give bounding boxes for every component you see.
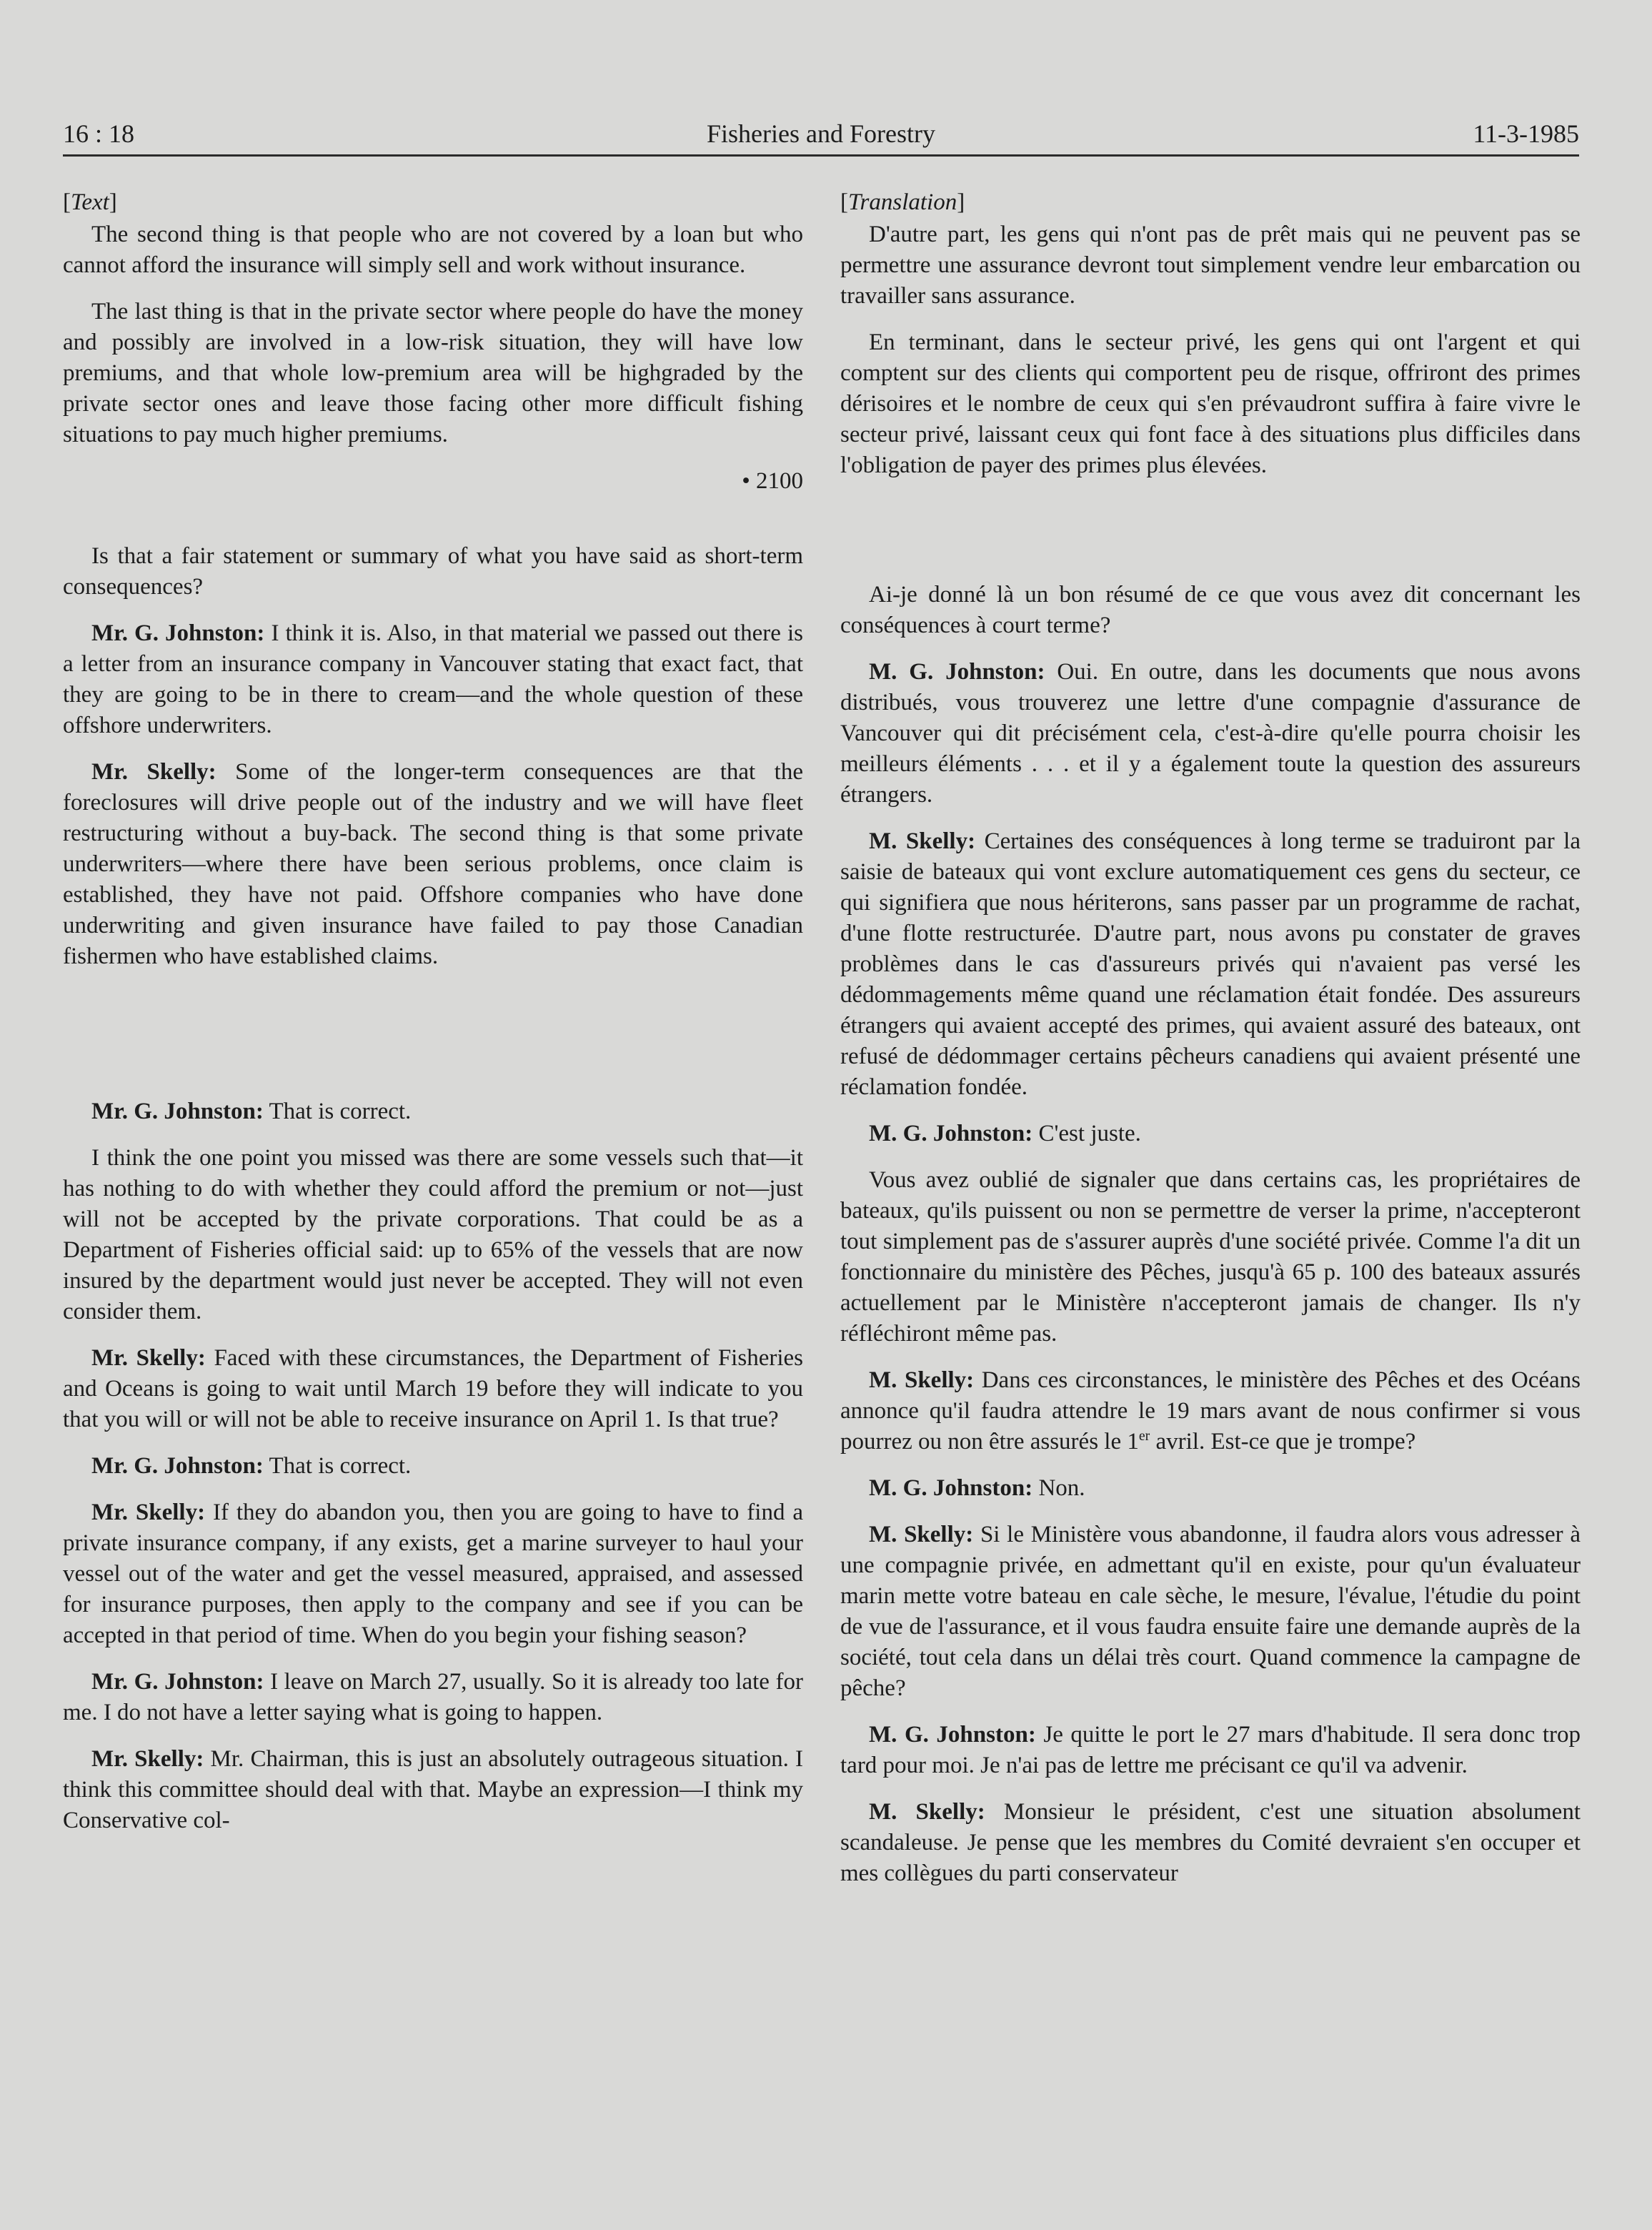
speech-paragraph: Mr. G. Johnston: That is correct. [91, 1453, 412, 1479]
paragraph: The last thing is that in the private sector where people do have the money and possibly are involved in a low-risk situation, they will have low premiums, and that whole low-premium area will be highgraded by the private sector ones and leave those facing other more difficult fishing situations to pay much higher premiums. [63, 299, 803, 447]
speaker-name: Mr. Skelly: [91, 1345, 206, 1371]
speech-paragraph: Mr. G. Johnston: I think it is. Also, in that material we passed out there is a letter from an insurance company in Vancouver stating that exact fact, that they are going to be in there to cream—and the whole question of these offshore underwriters. [63, 620, 803, 738]
speaker-name: M. Skelly: [869, 1367, 975, 1393]
english-column [63, 187, 803, 1852]
speaker-name: Mr. G. Johnston: [91, 1669, 264, 1695]
speaker-name: Mr. G. Johnston: [91, 1099, 264, 1124]
speech-paragraph: Mr. Skelly: Mr. Chairman, this is just an absolutely outrageous situation. I think this committee should deal with that. Maybe an expression—I think my Conservative col- [63, 1746, 803, 1833]
speech-paragraph: Mr. G. Johnston: That is correct. [91, 1099, 412, 1124]
paragraph: I think the one point you missed was there are some vessels such that—it has nothing to do with whether they could afford the premium or not—just will not be accepted by the private corporations. That could be as a Department of Fisheries official said: up to 65% of the vessels that are now insured by the department would just never be accepted. They will not even consider them. [63, 1145, 803, 1324]
french-column [840, 187, 1581, 1905]
speaker-name: Mr. G. Johnston: [91, 620, 265, 646]
speech-paragraph: Mr. Skelly: Faced with these circumstances, the Department of Fisheries and Oceans is going to wait until March 19 before they will indicate to you that you will or will not be able to receive insurance on April 1. Is that true? [63, 1345, 803, 1432]
page-date: 11-3-1985 [1473, 119, 1579, 148]
speech-paragraph: M. G. Johnston: Oui. En outre, dans les documents que nous avons distribués, vous trouverez une lettre d'une compagnie d'assurance de Vancouver qui dit précisément cela, c'est-à-dire qu'elle pourra choisir les meilleurs éléments . . . et il y a également toute la question des assureurs étrangers. [840, 659, 1581, 808]
speaker-name: M. G. Johnston: [869, 1475, 1033, 1501]
speaker-name: M. G. Johnston: [869, 659, 1045, 685]
speaker-name: M. G. Johnston: [869, 1121, 1033, 1146]
section-tag: [Text] [63, 189, 117, 215]
speech-paragraph: M. Skelly: Monsieur le président, c'est une situation absolument scandaleuse. Je pense que les membres du Comité devraient s'en occuper et mes collègues du parti conservateur [840, 1799, 1581, 1886]
speaker-name: M. Skelly: [869, 1799, 985, 1825]
page-header [63, 114, 1579, 157]
paragraph: Vous avez oublié de signaler que dans certains cas, les propriétaires de bateaux, qu'ils puissent ou non se permettre de verser la prime, n'accepteront tout simplement pas de s'assurer auprès d'une société privée. Comme l'a dit un fonctionnaire du ministère des Pêches, jusqu'à 65 p. 100 des bateaux assurés actuellement par le Ministère n'accepteront jamais de changer. Ils n'y réfléchiront même pas. [840, 1167, 1581, 1347]
page-number: 16 : 18 [63, 119, 135, 148]
speaker-name: M. Skelly: [869, 1522, 974, 1547]
section-tag: [Translation] [840, 189, 965, 215]
speaker-name: Mr. G. Johnston: [91, 1453, 264, 1479]
speech-paragraph: M. G. Johnston: Non. [869, 1475, 1085, 1501]
time-marker: • 2100 [742, 468, 803, 494]
speech-paragraph: M. Skelly: Si le Ministère vous abandonne, il faudra alors vous adresser à une compagnie privée, en admettant qu'il en existe, pour qu'un évaluateur marin mette votre bateau en cale sèche, le mesure, l'évalue, l'étudie du point de vue de l'assurance, et il vous faudra ensuite faire une demande auprès de la société, tout cela dans un délai très court. Quand commence la campagne de pêche? [840, 1522, 1581, 1701]
paragraph: Is that a fair statement or summary of what you have said as short-term consequences? [63, 543, 803, 600]
speech-paragraph: M. G. Johnston: Je quitte le port le 27 mars d'habitude. Il sera donc trop tard pour moi. Je n'ai pas de lettre me précisant ce qu'il va advenir. [840, 1722, 1581, 1778]
paragraph: D'autre part, les gens qui n'ont pas de prêt mais qui ne peuvent pas se permettre une assurance devront tout simplement vendre leur embarcation ou travailler sans assurance. [840, 222, 1581, 309]
paragraph: The second thing is that people who are not covered by a loan but who cannot afford the insurance will simply sell and work without insurance. [63, 222, 803, 278]
speech-paragraph: Mr. G. Johnston: I leave on March 27, usually. So it is already too late for me. I do not have a letter saying what is going to happen. [63, 1669, 803, 1725]
paragraph: Ai-je donné là un bon résumé de ce que vous avez dit concernant les conséquences à court terme? [840, 582, 1581, 638]
speaker-name: Mr. Skelly: [91, 1746, 204, 1772]
speech-paragraph: Mr. Skelly: Some of the longer-term consequences are that the foreclosures will drive people out of the industry and we will have fleet restructuring without a buy-back. The second thing is that some private underwriters—where there have been serious problems, once claim is established, they have not paid. Offshore companies who have done underwriting and given insurance have failed to pay those Canadian fishermen who have established claims. [63, 759, 803, 969]
publication-title: Fisheries and Forestry [707, 119, 935, 148]
speech-paragraph: Mr. Skelly: If they do abandon you, then you are going to have to find a private insurance company, if any exists, get a marine surveyer to haul your vessel out of the water and get the vessel measured, appraised, and assessed for insurance purposes, then apply to the company and see if you can be accepted in that period of time. When do you begin your fishing season? [63, 1500, 803, 1648]
speaker-name: M. G. Johnston: [869, 1722, 1036, 1748]
speech-paragraph: M. Skelly: Dans ces circonstances, le ministère des Pêches et des Océans annonce qu'il faudra attendre le 19 mars avant de nous confirmer si vous pourrez ou non être assurés le 1er avril. Est-ce que je trompe? [840, 1367, 1581, 1455]
speaker-name: Mr. Skelly: [91, 759, 217, 785]
speaker-name: Mr. Skelly: [91, 1500, 206, 1525]
speaker-name: M. Skelly: [869, 828, 976, 854]
paragraph: En terminant, dans le secteur privé, les gens qui ont l'argent et qui comptent sur des clients qui comportent peu de risque, offriront des primes dérisoires et le nombre de ceux qui s'en prévaudront suffira à faire vivre le secteur privé, laissant ceux qui font face à des situations plus difficiles dans l'obligation de payer des primes plus élevées. [840, 329, 1581, 478]
speech-paragraph: M. G. Johnston: C'est juste. [869, 1121, 1141, 1146]
speech-paragraph: M. Skelly: Certaines des conséquences à long terme se traduiront par la saisie de bateaux qui vont exclure automatiquement ces gens du secteur, ce qui signifiera que nous hériterons, sans passer par un programme de rachat, d'une flotte restructurée. D'autre part, nous avons pu constater de graves problèmes dans le cas d'assureurs privés qui n'avaient pas versé les dédommagements même quand une réclamation était fondée. Des assureurs étrangers qui avaient accepté des primes, qui avaient assuré des bateaux, ont refusé de dédommager certains pêcheurs canadiens qui avaient présenté une réclamation fondée. [840, 828, 1581, 1100]
